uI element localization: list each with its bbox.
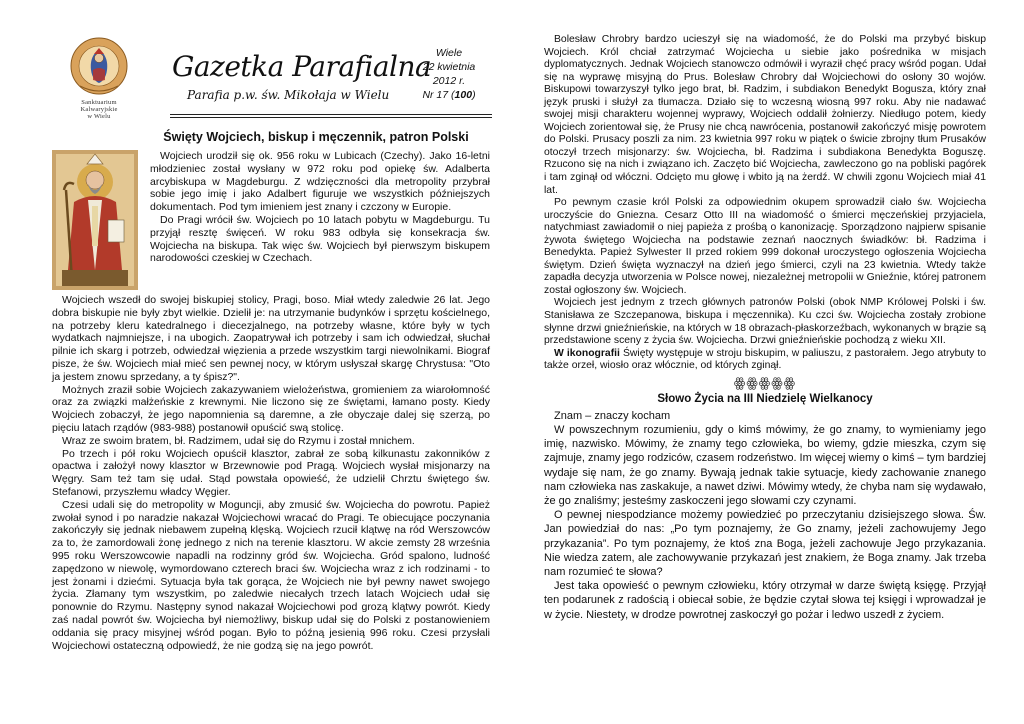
issue-number-prefix: Nr 17 ( — [422, 89, 455, 101]
section-divider-ornament: ꙮꙮꙮꙮꙮ — [733, 374, 797, 390]
seal-caption-line: Sanktuarium — [81, 99, 117, 106]
newsletter-title: Gazetka Parafialna — [172, 50, 432, 83]
article-paragraph: Wraz ze swoim bratem, bł. Radzimem, udał się do Rzymu i został mnichem. — [62, 434, 415, 447]
article-body-left — [52, 150, 490, 652]
issue-number-suffix: ) — [472, 89, 476, 101]
sanctuary-seal-logo — [70, 36, 128, 120]
issue-info — [414, 46, 484, 102]
masthead — [52, 30, 490, 122]
iconography-label: W ikonografii — [554, 347, 620, 359]
issue-number — [414, 88, 484, 102]
issue-place: Wiele — [435, 47, 463, 59]
saint-adalbert-icon-image — [52, 150, 138, 290]
seal-caption — [70, 99, 128, 120]
article-paragraph: Czesi udali się do metropolity w Moguncji, aby zmusić św. Wojciecha do powrotu. Papież zwołał synod i po naradzie nakazał Wojciechowi wracać do Pragi. Te obiecujące poczynania zakończyły się jednak niebawem zupełną klęską. Wojciech rzucił klątwę na ród Werszowców za to, że zamordowali żonę jednego z nich na terenie klasztoru. W akcie zemsty 28 września 995 roku Werszowcowie napadli na rodzinny gród św. Wojciecha. Gród spalono, ludność zapędzono w niewolę, wymordowano czterech braci św. Wojciecha wraz z ich rodzinami - to jest żonami i dziećmi. Sytuacja była tak gorąca, że Wojciech nie był pewny nawet swojego życia. Złamany tym wszystkim, po zaledwie niecałych trzech latach Wojciech udał się ponownie do Rzymu. Następny synod nakazał Wojciechowi pod grozą klątwy powrót. Kiedy zaś nadal powrót św. Wojciecha był niemożliwy, biskup udał się do Polski z postanowieniem oddania się pracy misyjnej wśród pogan. Było to późną jesienią 996 roku. Czesi przysłali Wojciechowi ostateczną odpowiedź, że nie godzą się na jego powrót. — [52, 498, 490, 652]
article-paragraph: Do Pragi wrócił św. Wojciech po 10 latach pobytu w Magdeburgu. Tu przyjął resztę święceń. W roku 983 odbyła się konsekracja św. Wojciecha na biskupa. Tak więc św. Wojciech był pierwszym biskupem narodowości czeskiej w Czechach. — [150, 213, 490, 265]
article-paragraph: Wojciech jest jednym z trzech głównych patronów Polski (obok NMP Królowej Polski i św. Stanisława ze Szczepanowa, biskupa i męczennika). Ku czci św. Wojciecha zostały zrobione słynne drzwi gnieźnieńskie, na których w 18 obrazach-płaskorzeźbach, wykonanych w brązie są przedstawione sceny z życia św. Wojciecha. Drzwi gnieźnieńskie pochodzą z wieku XII. — [544, 297, 986, 347]
newsletter-subtitle: Parafia p.w. św. Mikołaja w Wielu — [187, 88, 390, 102]
word-of-life-intro: Znam – znaczy kocham — [554, 409, 671, 422]
seal-caption-line: Kalwaryjskie — [80, 106, 118, 113]
issue-date: 22 kwietnia — [422, 61, 476, 73]
article-paragraph: Wojciech urodził się ok. 956 roku w Lubicach (Czechy). Jako 16-letni młodzieniec został wysłany w 972 roku pod opiekę św. Adalberta arcybiskupa w Magdeburgu. Z wdzięczności dla metropolity przybrał sobie jego imię i jako Adalbert figuruje we wszystkich późniejszych dokumentach. Pod tym imieniem jest znany i czczony w Europie. — [150, 150, 490, 214]
article-paragraph: Po trzech i pół roku Wojciech opuścił klasztor, zabrał ze sobą kilkunastu zakonników z opactwa i założył nowy klasztor w Brzewnowie pod Pragą. Wojciech wysłał misjonarzy na Węgry. Sam też tam się udał. Stąd powstała opowieść, że udzielił Chrztu świętego św. Stefanowi, przyszłemu władcy Węgier. — [52, 447, 490, 498]
right-column — [512, 0, 1024, 724]
seal-caption-line: w Wielu — [87, 113, 111, 120]
article-paragraph: Po pewnym czasie król Polski za odpowiednim okupem sprowadził ciało św. Wojciecha uroczyście do Gniezna. Cesarz Otto III na wiadomość o śmierci męczeńskiej przyjaciela, natychmiast zawiadomił o niej papieża z prośbą o kanonizację. Sporządzono najpierw spisanie żywota świętego Wojciecha na podstawie zeznań naocznych świadków: bł. Radzima i Benedykta. Papież Sylwester II przed rokiem 999 dokonał uroczystego ogłoszenia Wojciecha świętym. Dzień święta wyznaczył na dzień jego śmierci, czyli na 23 kwietnia. Wtedy także zapadła decyzja utworzenia w Polsce nowej, niezależnej metropolii w Gnieźnie, której patronem został ogłoszony św. Wojciech. — [544, 197, 986, 296]
article-paragraph: Wojciech wszedł do swojej biskupiej stolicy, Pragi, boso. Miał wtedy zaledwie 26 lat. Jego dobra biskupie nie były zbyt wielkie. Dzielił je: na utrzymanie budynków i sprzętu kościelnego, na potrzeby kleru katedralnego i diecezjalnego, na potrzeby własne, które były w tych wydatkach najmniejsze, i na ubogich. Zaopatrywał ich potrzeby i sam ich odwiedzał, słuchał pilnie ich skarg i potrzeb, odwiedzał więzienia a przede wszystkim targi niewolnikami. Biograf pisze, że św. Wojciech miał mieć sen pewnej nocy, w którym usłyszał skargę Chrystusa: "Oto ja jestem znowu sprzedany, a ty śpisz?". — [52, 294, 490, 383]
article-paragraph: Możnych zraził sobie Wojciech zakazywaniem wielożeństwa, gromieniem za wiarołomność oraz za związki małżeńskie z krewnymi. Nie liczono się ze świętami, łamano posty. Kiedy Wojciech zobaczył, że jego napomnienia są daremne, a złe obyczaje dalej się szerzą, po pięciu latach rządów (983-988) postanowił opuścić swą stolicę. — [52, 383, 490, 434]
saint-painting-icon — [52, 150, 138, 290]
issue-number-bold: 100 — [454, 89, 473, 101]
article-paragraph: Bolesław Chrobry bardzo ucieszył się na wiadomość, że do Polski ma przybyć biskup Wojciech. Król chciał zatrzymać Wojciecha u siebie jako pośrednika w misjach dyplomatycznych. Jednak Wojciech stanowczo odmówił i wyraził chęć pracy wśród pogan. Udał się na wyprawę misyjną do Prus. Bolesław Chrobry dał Wojciechowi do osłony 30 wojów. Biskupowi towarzyszył tylko jego brat, bł. Radzim, i subdiakon Benedykt Bogusza, który znał język pruski i służył za tłumacza. Działo się to wczesną wiosną 997 roku. Aby nie nadawać swojej misji charakteru wojennej wyprawy, Wojciech oddalił żołnierzy. Niedługo potem, kiedy Wojciech zorientował się, że Prusy nie chcą nawrócenia, postanowił zakończyć misję powrotem do Polski. Prusacy poszli za nim. 23 kwietnia 997 roku w piątek o świcie zbrojny tłum Prusaków otoczył trzech misjonarzy: św. Wojciecha, bł. Radzima i subdiakona Benedykta Boguszę. Rzucono się na nich i związano ich. Zaczęto bić Wojciecha, zawleczono go na pobliski pagórek i tam zginął od włóczni. Odcięto mu głowę i wbito ją na żerdź. W chwili zgonu Wojciech miał 41 lat. — [544, 34, 986, 196]
iconography-paragraph — [544, 348, 986, 373]
word-of-life-paragraph: Jest taka opowieść o pewnym człowieku, który otrzymał w darze świętą księgę. Przyjął ten podarunek z radością i obiecał sobie, że będzie czytał słowa tej księgi i wprowadzał je w życie. Niestety, w drodze powrotnej zaskoczył go pożar i ledwo uszedł z życiem. — [544, 580, 986, 621]
article-title: Święty Wojciech, biskup i męczennik, patron Polski — [163, 130, 469, 144]
seal-emblem-icon — [70, 36, 128, 98]
word-of-life-paragraph: O pewnej niespodziance możemy powiedzieć po przeczytaniu dzisiejszego słowa. Św. Jan powiedział do nas: „Po tym poznajemy, że Go znamy, jeżeli zachowujemy Jego przykazania”. Po tym poznajemy, że ktoś zna Boga, jeżeli zachowuje Jego przykazania. Nie wiedza zatem, ale zachowywanie przykazań jest znakiem, że Boga znamy. Jak trzeba nam rozumieć te słowa? — [544, 509, 986, 578]
issue-year: 2012 r. — [432, 75, 466, 87]
header-rule — [170, 114, 492, 118]
word-of-life-title: Słowo Życia na III Niedzielę Wielkanocy — [657, 392, 873, 405]
iconography-text: Święty występuje w stroju biskupim, w paliuszu, z pastorałem. Jego atrybuty to także orzeł, wiosło oraz włócznie, od których zginął. — [544, 347, 987, 372]
word-of-life-paragraph: W powszechnym rozumieniu, gdy o kimś mówimy, że go znamy, to wymieniamy jego imię, nazwisko. Mówimy, że znamy tego człowieka, bo wiemy, gdzie mieszka, czym się zajmuje, znamy jego rodziców, czasem rodzeństwo. Im więcej wiemy o kimś – tym bardziej wydaje się nam, że go znamy. Bywają jednak takie sytuacje, kiedy zachowanie znanego nam człowieka nas zaskakuje, a nawet dziwi. Mówimy wtedy, że chyba nam się wydawało, że go znaliśmy; jesteśmy zaskoczeni jego słowami czy czynami. — [544, 423, 986, 507]
